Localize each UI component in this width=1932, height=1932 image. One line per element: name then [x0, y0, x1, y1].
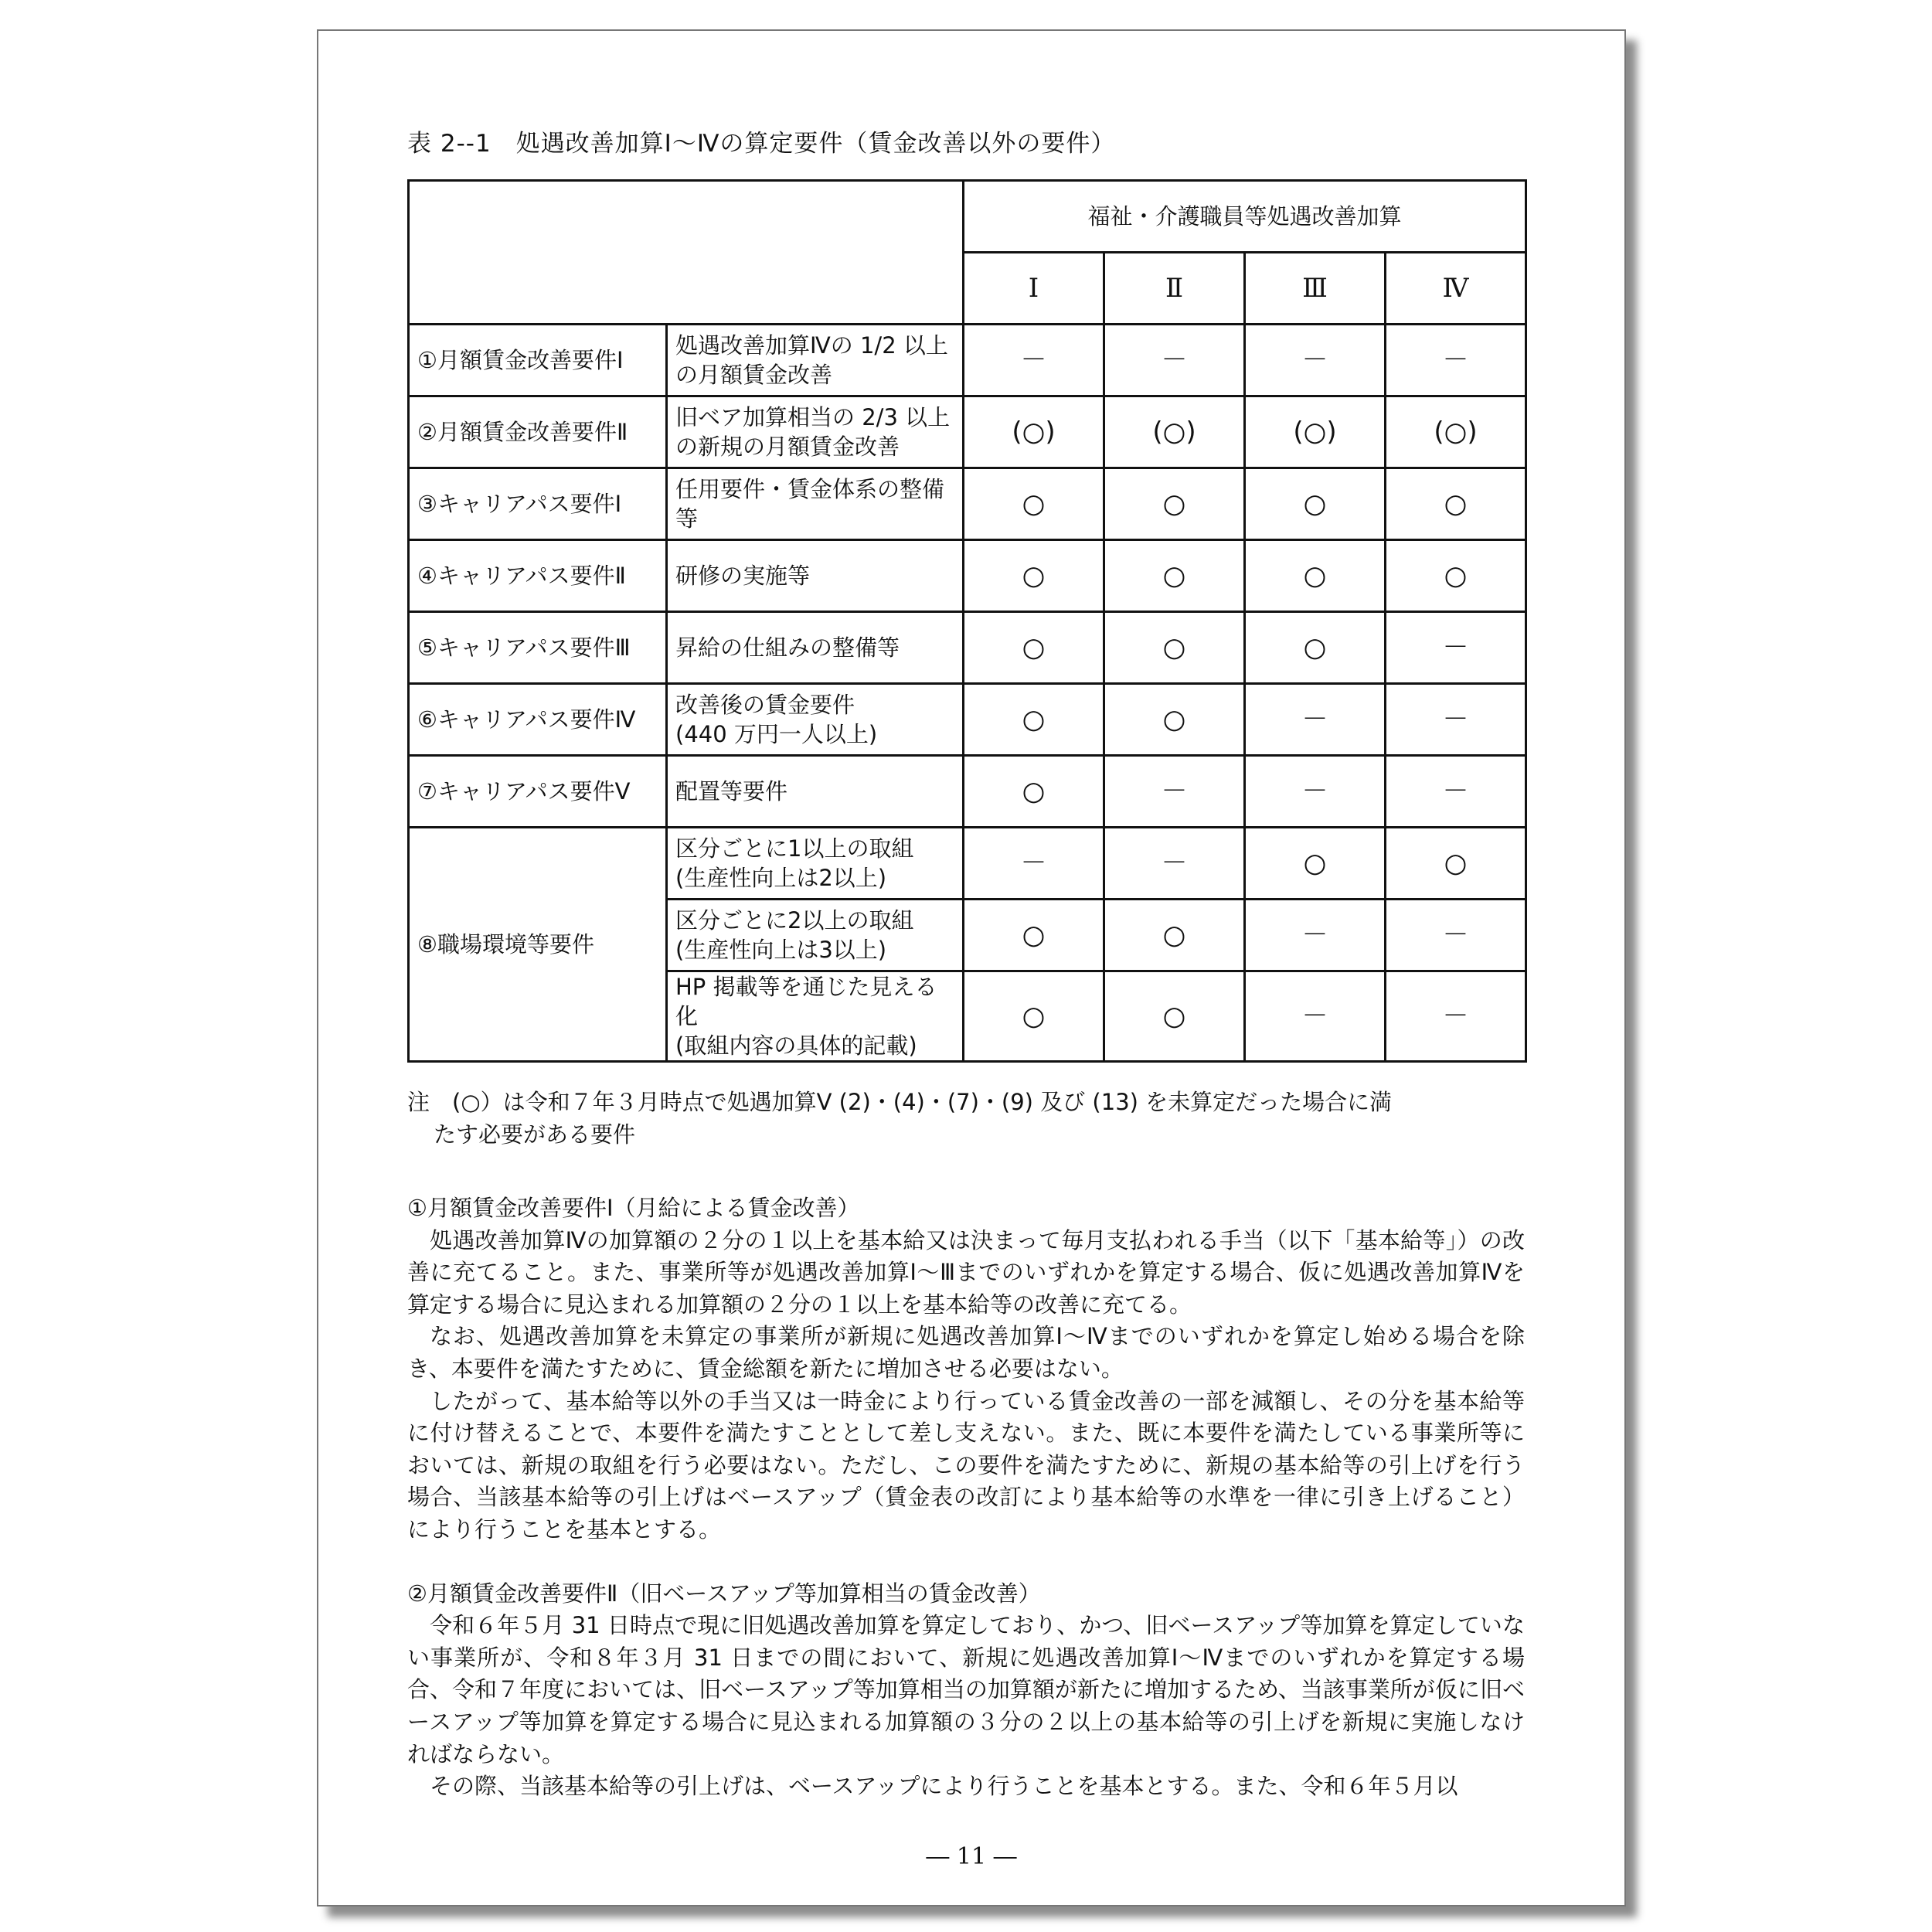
requirement-mark: ○ — [1104, 612, 1245, 684]
requirement-detail: 配置等要件 — [667, 756, 964, 828]
requirement-mark: ○ — [1245, 540, 1386, 612]
requirement-mark: － — [1386, 325, 1526, 396]
note-line-2: たす必要がある要件 — [434, 1121, 636, 1148]
requirement-mark: ○ — [964, 612, 1104, 684]
requirement-mark: － — [1104, 828, 1245, 900]
table-caption: 表 2--1 処遇改善加算Ⅰ～Ⅳの算定要件（賃金改善以外の要件） — [407, 130, 1116, 158]
table-row — [409, 756, 1526, 828]
requirement-mark: － — [1245, 684, 1386, 756]
table-row — [409, 468, 1526, 540]
section-1-paragraph-1: 処遇改善加算Ⅳの加算額の２分の１以上を基本給又は決まって毎月支払われる手当（以下「基本給等」）の改善に充てること。また、事業所等が処遇改善加算Ⅰ～Ⅲまでのいずれかを算定する場合、仮に処遇改善加算Ⅳを算定する場合に見込まれる加算額の２分の１以上を基本給等の改善に充てる。 — [407, 1226, 1525, 1318]
section-2-heading: ②月額賃金改善要件Ⅱ（旧ベースアップ等加算相当の賃金改善） — [407, 1580, 1041, 1607]
requirement-mark: ○ — [1386, 828, 1526, 900]
section-1-paragraph-2: なお、処遇改善加算を未算定の事業所が新規に処遇改善加算Ⅰ～Ⅳまでのいずれかを算定し始める場合を除き、本要件を満たすために、賃金総額を新たに増加させる必要はない。 — [407, 1323, 1525, 1382]
group-header: 福祉・介護職員等処遇改善加算 — [964, 181, 1526, 253]
requirement-mark: － — [1245, 756, 1386, 828]
requirement-name: ②月額賃金改善要件Ⅱ — [409, 396, 667, 468]
requirement-mark: － — [1386, 612, 1526, 684]
requirement-name: ⑦キャリアパス要件Ⅴ — [409, 756, 667, 828]
section-1-paragraph-3: したがって、基本給等以外の手当又は一時金により行っている賃金改善の一部を減額し、その分を基本給等に付け替えることで、本要件を満たすこととして差し支えない。また、既に本要件を満たしている事業所等においては、新規の取組を行う必要はない。ただし、この要件を満たすために、新規の基本給等の引上げを行う場合、当該基本給等の引上げはベースアップ（賃金表の改訂により基本給等の水準を一律に引き上げること）により行うことを基本とする。 — [407, 1387, 1525, 1543]
requirement-mark: ○ — [964, 900, 1104, 971]
requirement-mark: ○ — [1104, 900, 1245, 971]
body-text — [407, 1192, 1525, 1803]
requirement-detail: 改善後の賃金要件 (440 万円一人以上) — [667, 684, 964, 756]
table-note — [407, 1086, 1525, 1151]
requirement-mark: ○ — [1245, 828, 1386, 900]
requirement-detail: 区分ごとに2以上の取組 (生産性向上は3以上) — [667, 900, 964, 971]
requirement-mark: － — [964, 828, 1104, 900]
table-row — [409, 396, 1526, 468]
requirement-name: ③キャリアパス要件Ⅰ — [409, 468, 667, 540]
requirement-detail: 昇給の仕組みの整備等 — [667, 612, 964, 684]
requirement-mark: － — [1386, 756, 1526, 828]
level-header: Ⅳ — [1386, 253, 1526, 325]
requirement-detail: HP 掲載等を通じた見える化 (取組内容の具体的記載) — [667, 971, 964, 1062]
requirement-mark: － — [1104, 325, 1245, 396]
requirement-mark: － — [1245, 900, 1386, 971]
requirement-mark: ○ — [964, 468, 1104, 540]
requirement-mark: － — [1386, 900, 1526, 971]
document-page — [317, 29, 1626, 1906]
table-row — [409, 684, 1526, 756]
level-header: Ⅰ — [964, 253, 1104, 325]
requirement-name: ④キャリアパス要件Ⅱ — [409, 540, 667, 612]
requirement-mark: － — [1104, 756, 1245, 828]
requirement-mark: － — [964, 325, 1104, 396]
table-row — [409, 540, 1526, 612]
table-row — [409, 828, 1526, 900]
requirement-name: ⑤キャリアパス要件Ⅲ — [409, 612, 667, 684]
note-line-1: 注 (○）は令和７年３月時点で処遇加算Ⅴ (2)・(4)・(7)・(9) 及び (13) を未算定だった場合に満 — [407, 1089, 1393, 1115]
requirement-mark: (○) — [1386, 396, 1526, 468]
requirement-mark: ○ — [1245, 468, 1386, 540]
requirement-mark: (○) — [964, 396, 1104, 468]
requirement-mark: ○ — [1104, 540, 1245, 612]
requirement-mark: (○) — [1104, 396, 1245, 468]
requirement-mark: (○) — [1245, 396, 1386, 468]
level-header: Ⅱ — [1104, 253, 1245, 325]
requirements-table — [407, 179, 1527, 1063]
table-row — [409, 325, 1526, 396]
requirement-mark: － — [1386, 971, 1526, 1062]
requirement-detail: 旧ベア加算相当の 2/3 以上の新規の月額賃金改善 — [667, 396, 964, 468]
requirement-mark: ○ — [964, 971, 1104, 1062]
requirement-mark: ○ — [964, 684, 1104, 756]
page-number: ― 11 ― — [926, 1843, 1017, 1870]
level-header: Ⅲ — [1245, 253, 1386, 325]
requirement-name: ⑥キャリアパス要件Ⅳ — [409, 684, 667, 756]
requirement-detail: 任用要件・賃金体系の整備等 — [667, 468, 964, 540]
requirement-detail: 区分ごとに1以上の取組 (生産性向上は2以上) — [667, 828, 964, 900]
requirement-mark: ○ — [964, 756, 1104, 828]
table-row — [409, 612, 1526, 684]
requirement-mark: ○ — [964, 540, 1104, 612]
requirement-mark: ○ — [1104, 971, 1245, 1062]
requirement-name: ①月額賃金改善要件Ⅰ — [409, 325, 667, 396]
table-corner-cell — [409, 181, 964, 325]
requirement-mark: ○ — [1245, 612, 1386, 684]
section-2-paragraph-2: その際、当該基本給等の引上げは、ベースアップにより行うことを基本とする。また、令和６年５月以 — [430, 1773, 1458, 1800]
requirement-name: ⑧職場環境等要件 — [409, 828, 667, 1062]
section-1-heading: ①月額賃金改善要件Ⅰ（月給による賃金改善） — [407, 1195, 860, 1221]
requirement-mark: ○ — [1104, 468, 1245, 540]
section-2-paragraph-1: 令和６年５月 31 日時点で現に旧処遇改善加算を算定しており、かつ、旧ベースアップ等加算を算定していない事業所が、令和８年３月 31 日までの間において、新規に処遇改善加算Ⅰ～Ⅳまでのいずれかを算定する場合、令和７年度においては、旧ベースアップ等加算相当の加算額が新たに増加するため、当該事業所が仮に旧ベースアップ等加算を算定する場合に見込まれる加算額の３分の２以上の基本給等の引上げを新規に実施しなければならない。 — [407, 1612, 1525, 1767]
requirement-detail: 処遇改善加算Ⅳの 1/2 以上の月額賃金改善 — [667, 325, 964, 396]
requirement-detail: 研修の実施等 — [667, 540, 964, 612]
requirement-mark: ○ — [1386, 468, 1526, 540]
requirement-mark: － — [1386, 684, 1526, 756]
requirement-mark: － — [1245, 971, 1386, 1062]
requirement-mark: － — [1245, 325, 1386, 396]
requirement-mark: ○ — [1104, 684, 1245, 756]
requirement-mark: ○ — [1386, 540, 1526, 612]
